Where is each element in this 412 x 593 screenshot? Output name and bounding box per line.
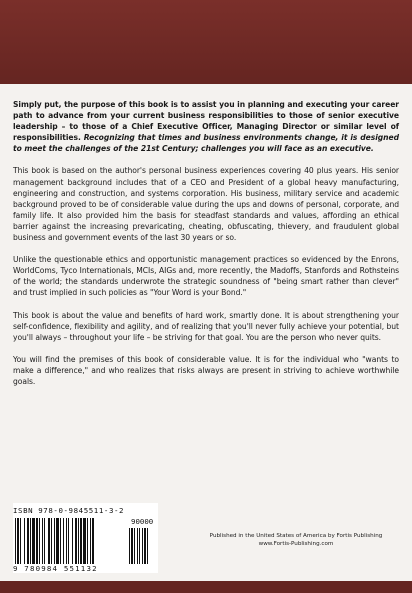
isbn-label: ISBN 978-0-9845511-3-2 — [13, 506, 125, 515]
paragraph-hard-work: This book is about the value and benefits of hard work, smartly done. It is about strengthening your self-confidence, flexibility and agility, and of realizing that you'll never fully achieve your potential, but you'll always – throughout your life – be striving for that goal. You are the person who never quits. — [13, 310, 399, 342]
paragraph-ethics: Unlike the questionable ethics and opportunistic management practices so evidenced by the Enrons, WorldComs, Tyco Internationals, MCIs, AIGs and, more recently, the Madoffs, Stanfords and Rothsteins of the world; the standards underwrote the strategic soundness of "being smart rather than clever" and trust implied in such policies as "Your Word is your Bond." — [13, 255, 399, 298]
paragraph-author-background: This book is based on the author's personal business experiences covering 40 plus years. His senior management background includes that of a CEO and President of a global heavy manufacturing, engineering and construction, and systems corporation. His business, military service and academic background proved to be of considerable value during the ups and downs of personal, corporate, and family life. It also provided him the basis for steadfast standards and values, affording an ethical barrier against the increasing prevaricating, cheating, obfuscating, thievery, and fraudulent global business and government events of the last 30 years or so. — [13, 166, 399, 243]
intro-paragraph — [13, 99, 399, 154]
intro-text: Simply put, the purpose of this book is to assist you in planning and executing your career path to advance from your current business responsibilities to those of senior executive leadership – to those of a Chief Executive Officer, Managing Director or similar level of responsibilities. — [13, 100, 399, 143]
price-code: 90000 — [131, 517, 154, 526]
intro-emphasis: Recognizing that times and business environments change, it is designed to meet the challenges of the 21st Century; challenges you will face as an executive. — [13, 133, 399, 154]
barcode-digits: 9 780984 551132 — [13, 564, 98, 573]
blurb-text — [13, 99, 399, 398]
bottom-color-band — [0, 581, 412, 593]
publisher-line: Published in the United States of America by Fortis Publishing — [209, 533, 383, 539]
paragraph-premises: You will find the premises of this book of considerable value. It is for the individual who "wants to make a difference," and who realizes that risks always are present in striving to achieve worthwhile goals. — [13, 354, 399, 386]
publisher-info — [200, 532, 392, 548]
barcode-box — [13, 503, 158, 573]
publisher-website: www.Fortis-Publishing.com — [258, 541, 334, 547]
top-color-band — [0, 0, 412, 84]
